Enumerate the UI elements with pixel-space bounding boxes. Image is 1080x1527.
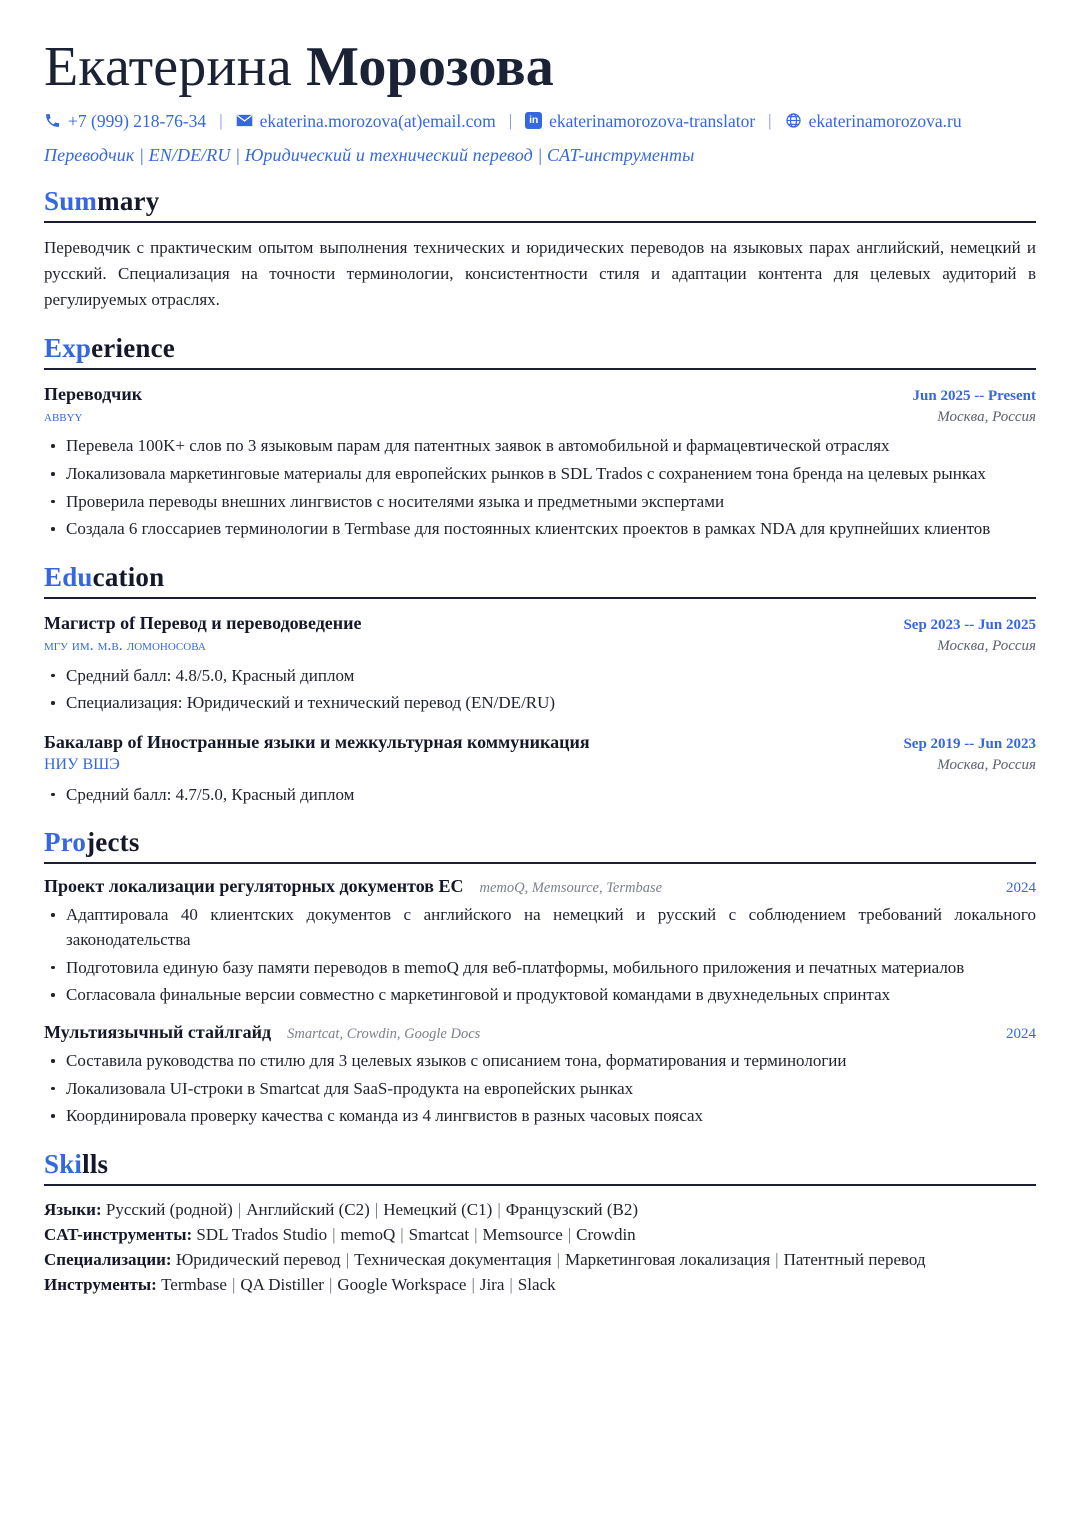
job-location: Москва, Россия bbox=[937, 409, 1036, 426]
skill-value-separator: | bbox=[332, 1225, 336, 1245]
resume-header bbox=[44, 36, 1036, 166]
education-entry bbox=[44, 611, 1036, 716]
section-divider bbox=[44, 368, 1036, 370]
skill-value: memoQ bbox=[340, 1225, 396, 1245]
bullet-item: Подготовила единую базу памяти переводов в memoQ для веб-платформы, мобильного приложения и печатных материалов bbox=[44, 956, 1036, 981]
institution-name: НИУ ВШЭ bbox=[44, 756, 120, 774]
section-title-rest: lls bbox=[82, 1148, 109, 1179]
project-year: 2024 bbox=[1006, 880, 1036, 897]
skill-category: CAT-инструменты: bbox=[44, 1225, 193, 1245]
degree-date: Sep 2023 -- Jun 2025 bbox=[903, 617, 1036, 634]
bullet-item: Локализовала UI-строки в Smartcat для SaaS-продукта на европейских рынках bbox=[44, 1077, 1036, 1102]
section-divider bbox=[44, 221, 1036, 223]
experience-entry bbox=[44, 382, 1036, 542]
skill-value-separator: | bbox=[471, 1275, 475, 1295]
skill-value-separator: | bbox=[556, 1250, 560, 1270]
section-title-experience bbox=[44, 333, 1036, 364]
skill-row bbox=[44, 1198, 1036, 1222]
first-name: Екатерина bbox=[44, 36, 292, 98]
contact-email[interactable] bbox=[236, 109, 496, 134]
skill-value-separator: | bbox=[775, 1250, 779, 1270]
entry-header-row bbox=[44, 730, 1036, 754]
skill-value: Termbase bbox=[161, 1275, 227, 1295]
skill-value: Техническая документация bbox=[354, 1250, 552, 1270]
skill-value-separator: | bbox=[509, 1275, 513, 1295]
section-title-rest: jects bbox=[86, 827, 140, 858]
project-name: Проект локализации регуляторных документов ЕС bbox=[44, 876, 464, 897]
email-icon bbox=[236, 112, 253, 129]
section-title-highlight: Pro bbox=[44, 827, 87, 858]
skill-value: Русский (родной) bbox=[105, 1199, 233, 1219]
skill-value: Jira bbox=[479, 1275, 505, 1295]
contact-linkedin[interactable] bbox=[525, 109, 755, 134]
education-entry bbox=[44, 730, 1036, 807]
skill-values bbox=[176, 1250, 926, 1269]
skill-value-separator: | bbox=[567, 1225, 572, 1245]
skill-value: Патентный перевод bbox=[783, 1250, 926, 1270]
section-divider bbox=[44, 1184, 1036, 1186]
skill-row bbox=[44, 1223, 1036, 1247]
project-stack: Smartcat, Crowdin, Google Docs bbox=[287, 1026, 481, 1042]
bullet-item: Составила руководства по стилю для 3 целевых языков с описанием тона, форматирования и терминологии bbox=[44, 1049, 1036, 1074]
degree-title: Бакалавр of Иностранные языки и межкультурная коммуникация bbox=[44, 732, 590, 753]
bullet-item: Локализовала маркетинговые материалы для европейских рынков в SDL Trados с сохранением тона бренда на целевых рынках bbox=[44, 462, 1036, 487]
bullet-item: Средний балл: 4.7/5.0, Красный диплом bbox=[44, 783, 1036, 808]
contact-separator: | bbox=[508, 111, 513, 131]
project-bullets bbox=[44, 903, 1036, 1008]
section-skills bbox=[44, 1149, 1036, 1298]
company-name: abbyy bbox=[44, 408, 83, 426]
entry-header-row bbox=[44, 382, 1036, 406]
skill-value-separator: | bbox=[231, 1275, 236, 1295]
email-text: ekaterina.morozova(at)email.com bbox=[259, 110, 496, 131]
project-entry bbox=[44, 876, 1036, 1008]
section-title-rest: erience bbox=[91, 332, 175, 363]
skill-category: Инструменты: bbox=[44, 1275, 157, 1295]
section-summary bbox=[44, 186, 1036, 313]
skill-row bbox=[44, 1248, 1036, 1272]
contact-website[interactable] bbox=[785, 109, 962, 134]
project-name: Мультиязычный стайлгайд bbox=[44, 1022, 272, 1042]
section-title-highlight: Edu bbox=[44, 562, 93, 593]
skill-value-separator: | bbox=[345, 1250, 350, 1270]
skill-values bbox=[106, 1200, 638, 1219]
bullet-item: Согласовала финальные версии совместно с маркетинговой и продуктовой командами в двухнедельных спринтах bbox=[44, 983, 1036, 1008]
skill-value-separator: | bbox=[497, 1199, 501, 1219]
degree-title: Магистр of Перевод и переводоведение bbox=[44, 613, 362, 634]
section-title-education bbox=[44, 562, 1036, 593]
job-title: Переводчик bbox=[44, 383, 143, 404]
skill-value-separator: | bbox=[474, 1225, 478, 1245]
linkedin-icon: in bbox=[525, 112, 542, 129]
section-title-highlight: Ski bbox=[44, 1148, 83, 1179]
skill-category: Специализации: bbox=[44, 1250, 172, 1270]
job-date: Jun 2025 -- Present bbox=[912, 387, 1036, 404]
candidate-name bbox=[44, 36, 1036, 99]
section-divider bbox=[44, 862, 1036, 864]
skill-value: SDL Trados Studio bbox=[196, 1225, 328, 1245]
degree-date: Sep 2019 -- Jun 2023 bbox=[903, 736, 1036, 753]
skill-value: Английский (C2) bbox=[246, 1199, 370, 1219]
skill-value: Google Workspace bbox=[337, 1275, 467, 1295]
website-globe-icon bbox=[785, 112, 802, 129]
section-title-rest: cation bbox=[92, 562, 165, 593]
contact-line bbox=[44, 109, 1036, 134]
skill-value-separator: | bbox=[328, 1275, 333, 1295]
phone-icon bbox=[44, 112, 61, 129]
institution-name: мгу им. м.в. ломоносова bbox=[44, 637, 206, 655]
entry-subheader-row bbox=[44, 754, 1036, 776]
contact-phone[interactable] bbox=[44, 109, 206, 134]
section-projects bbox=[44, 827, 1036, 1129]
phone-text: +7 (999) 218-76-34 bbox=[68, 110, 207, 131]
skill-value: Французский (B2) bbox=[505, 1199, 639, 1219]
bullet-item: Перевела 100K+ слов по 3 языковым парам для патентных заявок в автомобильной и фармацевтической отраслях bbox=[44, 434, 1036, 459]
skill-value: QA Distiller bbox=[240, 1275, 324, 1295]
contact-separator: | bbox=[219, 111, 223, 131]
bullet-item: Средний балл: 4.8/5.0, Красный диплом bbox=[44, 664, 1036, 689]
project-entry bbox=[44, 1022, 1036, 1129]
bullet-item: Создала 6 глоссариев терминологии в Termbase для постоянных клиентских проектов в рамках NDA для крупнейших клиентов bbox=[44, 517, 1036, 542]
degree-location: Москва, Россия bbox=[937, 757, 1036, 774]
summary-text: Переводчик с практическим опытом выполнения технических и юридических переводов на языковых парах английский, немецкий и русский. Специализация на точности терминологии, консистентности стиля и адаптации контента для целевых аудиторий в регулируемых отраслях. bbox=[44, 238, 1036, 309]
project-header-row bbox=[44, 876, 1036, 897]
last-name: Морозова bbox=[306, 36, 554, 98]
skill-value: Маркетинговая локализация bbox=[564, 1250, 771, 1270]
section-title-skills bbox=[44, 1149, 1036, 1180]
skills-list bbox=[44, 1198, 1036, 1298]
bullet-item: Проверила переводы внешних лингвистов с носителями языка и предметными экспертами bbox=[44, 490, 1036, 515]
bullet-item: Адаптировала 40 клиентских документов с английского на немецкий и русский с соблюдением требований локального законодательства bbox=[44, 903, 1036, 952]
contact-separator: | bbox=[768, 111, 772, 131]
skill-value: Юридический перевод bbox=[175, 1250, 341, 1270]
section-title-highlight: Exp bbox=[44, 332, 92, 363]
website-text: ekaterinamorozova.ru bbox=[808, 110, 962, 131]
skill-values bbox=[196, 1225, 635, 1244]
project-bullets bbox=[44, 1049, 1036, 1129]
section-title-summary bbox=[44, 186, 1036, 217]
skill-category: Языки: bbox=[44, 1199, 102, 1219]
tagline: Переводчик | EN/DE/RU | Юридический и технический перевод | CAT-инструменты bbox=[44, 145, 695, 166]
section-title-projects bbox=[44, 827, 1036, 858]
section-title-highlight: Sum bbox=[44, 186, 98, 217]
project-header-left bbox=[44, 876, 662, 897]
project-header-left bbox=[44, 1022, 480, 1043]
section-title-rest: mary bbox=[97, 186, 160, 217]
entry-header-row bbox=[44, 611, 1036, 635]
degree-location: Москва, Россия bbox=[937, 638, 1036, 655]
section-divider bbox=[44, 597, 1036, 599]
skill-value-separator: | bbox=[400, 1225, 404, 1245]
skill-value: Smartcat bbox=[408, 1225, 470, 1245]
skill-value: Memsource bbox=[482, 1225, 563, 1245]
skill-values bbox=[161, 1275, 555, 1294]
section-education bbox=[44, 562, 1036, 807]
skill-value: Немецкий (C1) bbox=[383, 1199, 493, 1219]
linkedin-text: ekaterinamorozova-translator bbox=[549, 110, 756, 131]
skill-value: Slack bbox=[517, 1275, 556, 1295]
project-header-row bbox=[44, 1022, 1036, 1043]
skill-value-separator: | bbox=[237, 1199, 242, 1219]
degree-bullets bbox=[44, 664, 1036, 716]
job-bullets bbox=[44, 434, 1036, 542]
skill-row bbox=[44, 1273, 1036, 1297]
skill-value: Crowdin bbox=[576, 1225, 636, 1245]
project-stack: memoQ, Memsource, Termbase bbox=[479, 880, 663, 897]
bullet-item: Специализация: Юридический и технический перевод (EN/DE/RU) bbox=[44, 691, 1036, 716]
project-year: 2024 bbox=[1006, 1026, 1036, 1042]
section-experience bbox=[44, 333, 1036, 542]
skill-value-separator: | bbox=[374, 1199, 379, 1219]
entry-subheader-row bbox=[44, 406, 1036, 428]
entry-subheader-row bbox=[44, 635, 1036, 657]
degree-bullets bbox=[44, 783, 1036, 808]
bullet-item: Координировала проверку качества с команда из 4 лингвистов в разных часовых поясах bbox=[44, 1104, 1036, 1129]
